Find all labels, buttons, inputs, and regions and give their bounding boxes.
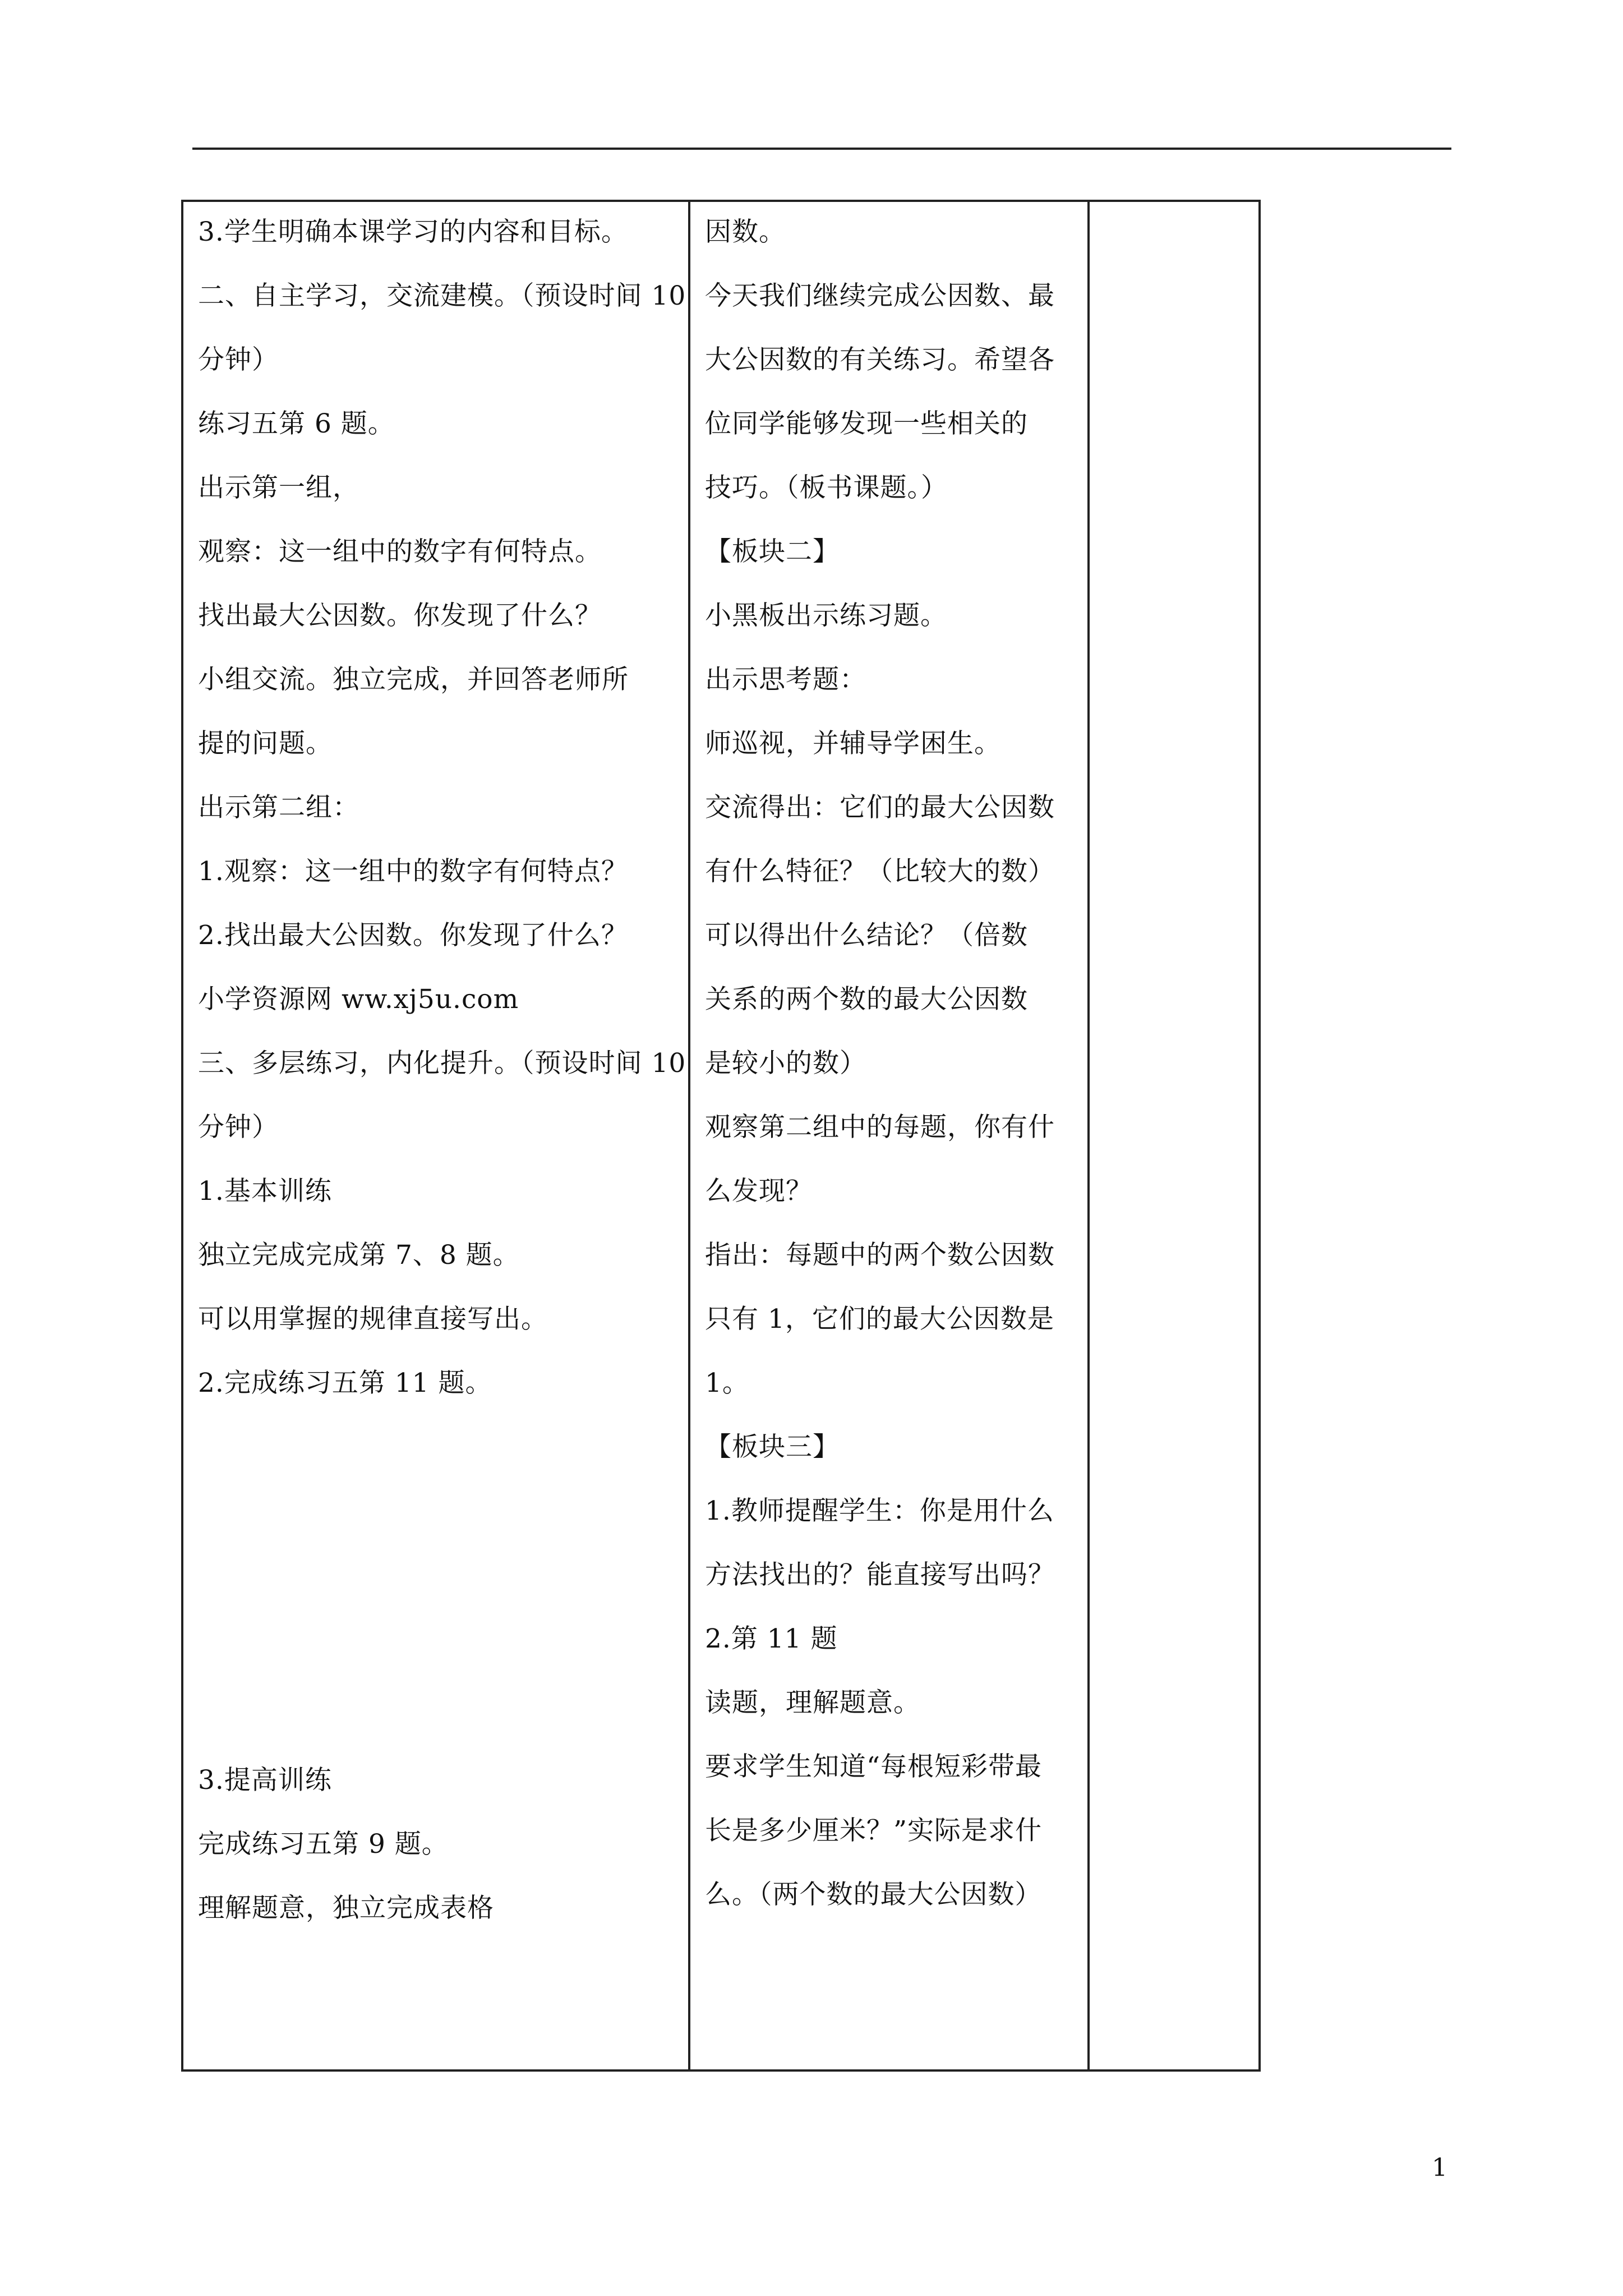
header-rule	[192, 148, 1451, 150]
text-line: 技巧。（板书课题。）	[705, 472, 948, 503]
text-line: 可以用掌握的规律直接写出。	[198, 1304, 548, 1335]
text-line: 1.观察：这一组中的数字有何特点？	[198, 856, 628, 887]
section-heading: 【板块三】	[705, 1432, 840, 1462]
text-line: 师巡视，并辅导学困生。	[705, 728, 1001, 759]
text-line: 理解题意，独立完成表格	[198, 1893, 494, 1924]
text-line: 读题，理解题意。	[705, 1687, 920, 1718]
text-line: 分钟）	[198, 1112, 279, 1143]
text-line: 3.提高训练	[198, 1765, 332, 1796]
text-line: 1.教师提醒学生：你是用什么	[705, 1496, 1054, 1526]
text-line: 出示第一组，	[198, 472, 359, 503]
text-line: 出示思考题：	[705, 664, 866, 695]
text-line: 2.完成练习五第 11 题。	[198, 1368, 492, 1398]
text-line: 交流得出：它们的最大公因数	[705, 792, 1055, 823]
text-line: 是较小的数）	[705, 1048, 866, 1079]
text-line: 只有 1，它们的最大公因数是	[705, 1304, 1054, 1335]
text-line: 方法找出的？能直接写出吗？	[705, 1559, 1055, 1590]
text-line: 分钟）	[198, 344, 279, 375]
text-line: 找出最大公因数。你发现了什么？	[198, 600, 602, 631]
text-line: 观察第二组中的每题，你有什	[705, 1112, 1055, 1143]
text-line: 位同学能够发现一些相关的	[705, 408, 1028, 439]
page-number: 1	[1432, 2154, 1447, 2182]
text-line: 关系的两个数的最大公因数	[705, 984, 1028, 1015]
text-line: 2.找出最大公因数。你发现了什么？	[198, 920, 628, 951]
text-line: 练习五第 6 题。	[198, 408, 395, 439]
text-line: 3.学生明确本课学习的内容和目标。	[198, 217, 628, 247]
text-line: 2.第 11 题	[705, 1623, 838, 1654]
lesson-table	[181, 200, 1261, 2072]
text-line: 么发现？	[705, 1176, 813, 1207]
text-line: 出示第二组：	[198, 792, 359, 823]
text-line: 指出：每题中的两个数公因数	[705, 1240, 1055, 1271]
text-line: 要求学生知道“每根短彩带最	[705, 1751, 1043, 1782]
source-watermark-text: 小学资源网 ww.xj5u.com	[198, 984, 519, 1015]
section-heading: 二、自主学习，交流建模。（预设时间 10	[198, 280, 686, 311]
column-divider	[1087, 202, 1090, 2069]
text-line: 独立完成完成第 7、8 题。	[198, 1240, 520, 1271]
text-line: 提的问题。	[198, 728, 333, 759]
text-line: 大公因数的有关练习。希望各	[705, 344, 1055, 375]
text-line: 因数。	[705, 217, 786, 247]
text-line: 长是多少厘米？”实际是求什	[705, 1815, 1043, 1846]
text-line: 完成练习五第 9 题。	[198, 1829, 449, 1860]
text-line: 1。	[705, 1368, 749, 1398]
text-line: 观察：这一组中的数字有何特点。	[198, 536, 602, 567]
text-line: 今天我们继续完成公因数、最	[705, 280, 1055, 311]
text-line: 1.基本训练	[198, 1176, 332, 1207]
text-line: 小黑板出示练习题。	[705, 600, 947, 631]
column-divider	[688, 202, 690, 2069]
text-line: 么。（两个数的最大公因数）	[705, 1879, 1042, 1910]
text-line: 小组交流。独立完成，并回答老师所	[198, 664, 629, 695]
text-line: 可以得出什么结论？（倍数	[705, 920, 1028, 951]
section-heading: 三、多层练习，内化提升。（预设时间 10	[198, 1048, 686, 1079]
text-line: 有什么特征？（比较大的数）	[705, 856, 1055, 887]
section-heading: 【板块二】	[705, 536, 840, 567]
